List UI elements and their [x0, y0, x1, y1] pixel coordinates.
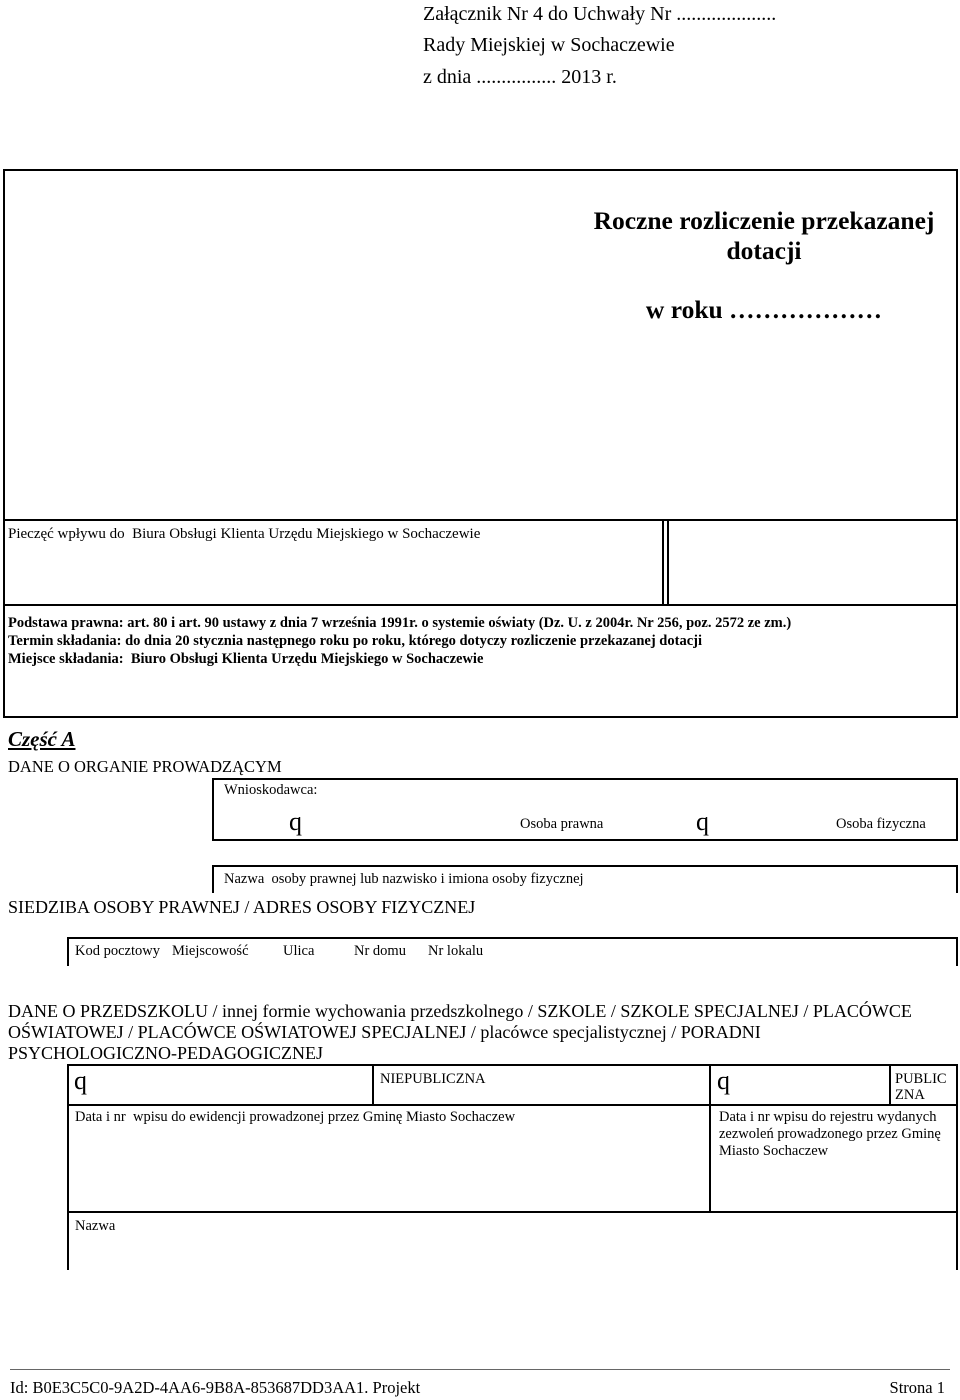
institution-box-left — [67, 1064, 69, 1270]
applicant-name-label: Nazwa osoby prawnej lub nazwisko i imiona osoby fizycznej — [224, 871, 584, 887]
public-label-line: ZNA — [895, 1087, 925, 1103]
submission-place: Miejsce składania: Biuro Obsługi Klienta Urzędu Miejskiego w Sochaczewie — [8, 651, 484, 667]
column-divider — [709, 1064, 711, 1213]
stamp-top-border — [3, 519, 958, 521]
footer-divider — [10, 1369, 950, 1370]
part-a-heading: Część A — [8, 727, 76, 751]
annex-line: Załącznik Nr 4 do Uchwały Nr .................... — [423, 3, 777, 25]
council-line: Rady Miejskiej w Sochaczewie — [423, 34, 675, 56]
submission-deadline: Termin składania: do dnia 20 stycznia następnego roku po roku, którego dotyczy rozliczenie przekazanej dotacji — [8, 633, 702, 649]
institution-heading-line: PSYCHOLOGICZNO-PEDAGOGICZNEJ — [8, 1043, 323, 1063]
document-year-line: w roku ……………… — [645, 295, 883, 324]
institution-box-right — [956, 1064, 958, 1270]
public-divider — [889, 1064, 891, 1105]
organ-section-heading: DANE O ORGANIE PROWADZĄCYM — [8, 757, 282, 776]
applicant-box-bottom — [213, 839, 958, 841]
address-row-top — [68, 937, 958, 939]
frame-bottom-border — [3, 716, 958, 718]
date-line: z dnia ................ 2013 r. — [423, 66, 617, 88]
address-row-left — [67, 937, 69, 966]
legal-basis: Podstawa prawna: art. 80 i art. 90 ustawy z dnia 7 września 1991r. o systemie oświaty (Dz. U. z 2004r. Nr 256, poz. 2572 ze zm.) — [8, 615, 792, 631]
permit-register-label-line: Data i nr wpisu do rejestru wydanych — [719, 1109, 937, 1125]
register-row-bottom — [68, 1211, 958, 1213]
applicant-label: Wnioskodawca: — [224, 782, 318, 798]
frame-top-border — [3, 169, 958, 171]
name-field-left — [212, 865, 214, 893]
natural-person-label: Osoba fizyczna — [836, 816, 926, 832]
street-label: Ulica — [283, 943, 315, 959]
non-public-divider — [372, 1064, 374, 1105]
non-public-checkbox[interactable]: q — [74, 1066, 87, 1095]
frame-left-border — [3, 169, 5, 718]
public-checkbox[interactable]: q — [717, 1066, 730, 1095]
legal-person-label: Osoba prawna — [520, 816, 604, 832]
institution-heading-line: DANE O PRZEDSZKOLU / innej formie wychowania przedszkolnego / SZKOLE / SZKOLE SPECJALNEJ / PLACÓWCE — [8, 1001, 912, 1021]
institution-heading-line: OŚWIATOWEJ / PLACÓWCE OŚWIATOWEJ SPECJALNEJ / placówce specjalistycznej / PORADNI — [8, 1022, 761, 1042]
house-number-label: Nr domu — [354, 943, 406, 959]
applicant-box-left — [212, 778, 214, 841]
apartment-number-label: Nr lokalu — [428, 943, 484, 959]
address-row-right — [956, 937, 958, 966]
applicant-box-right — [956, 778, 958, 841]
public-label-line: PUBLIC — [895, 1071, 947, 1087]
name-field-right — [956, 865, 958, 893]
stamp-divider — [662, 519, 664, 605]
legal-person-checkbox[interactable]: q — [289, 807, 302, 836]
address-section-heading: SIEDZIBA OSOBY PRAWNEJ / ADRES OSOBY FIZYCZNEJ — [8, 897, 476, 917]
non-public-label: NIEPUBLICZNA — [380, 1071, 486, 1087]
frame-right-border — [956, 169, 958, 718]
type-row-bottom — [68, 1104, 958, 1106]
stamp-divider-inner — [667, 519, 669, 605]
document-title: Roczne rozliczenie przekazanej dotacji — [593, 206, 935, 265]
name-field-top — [213, 865, 958, 867]
postal-code-label: Kod pocztowy — [75, 943, 160, 959]
natural-person-checkbox[interactable]: q — [696, 807, 709, 836]
page-number: Strona 1 — [889, 1378, 945, 1397]
city-label: Miejscowość — [172, 943, 249, 959]
stamp-label: Pieczęć wpływu do Biura Obsługi Klienta Urzędu Miejskiego w Sochaczewie — [8, 526, 481, 542]
document-id: Id: B0E3C5C0-9A2D-4AA6-9B8A-853687DD3AA1. Projekt — [10, 1378, 421, 1397]
permit-register-label-line: zezwoleń prowadzonego przez Gminę — [719, 1126, 941, 1142]
legal-top-border — [3, 604, 958, 606]
institution-name-label: Nazwa — [75, 1218, 116, 1234]
applicant-box-top — [213, 778, 958, 780]
registry-entry-label: Data i nr wpisu do ewidencji prowadzonej przez Gminę Miasto Sochaczew — [75, 1109, 516, 1125]
institution-box-top — [68, 1064, 958, 1066]
permit-register-label-line: Miasto Sochaczew — [719, 1143, 829, 1159]
